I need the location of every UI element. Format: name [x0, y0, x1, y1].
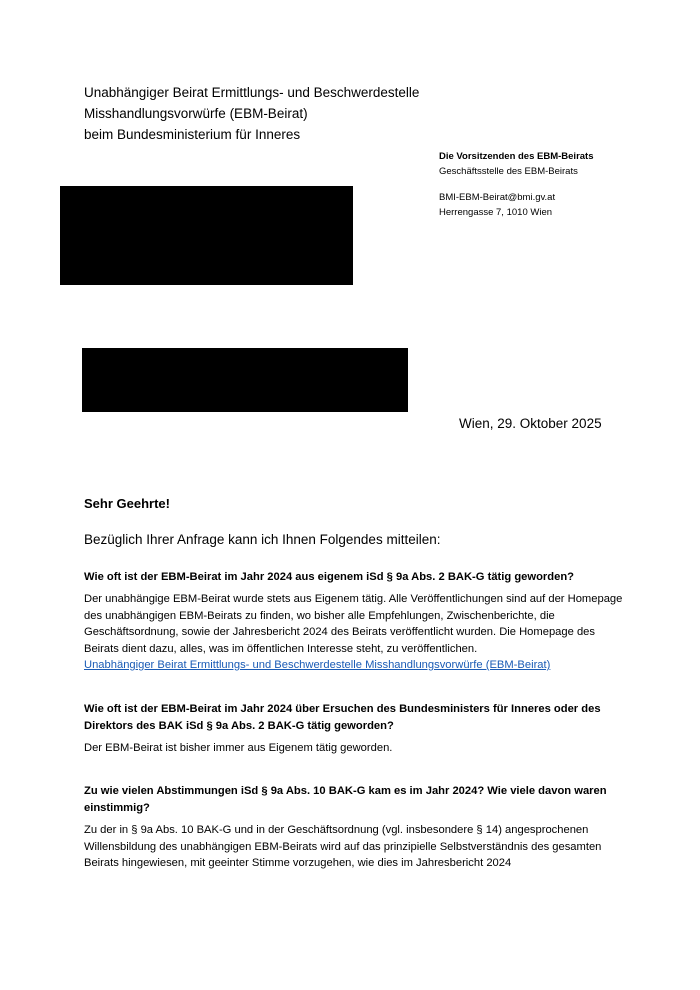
letter-date: Wien, 29. Oktober 2025 — [459, 416, 602, 431]
qa-section — [84, 701, 624, 757]
salutation: Sehr Geehrte! — [84, 496, 170, 511]
question-heading: Zu wie vielen Abstimmungen iSd § 9a Abs. 10 BAK-G kam es im Jahr 2024? Wie viele davon waren einstimmig? — [84, 785, 607, 814]
answer-text: Der EBM-Beirat ist bisher immer aus Eigenem tätig geworden. — [84, 741, 393, 754]
answer-text — [84, 591, 624, 674]
org-line: beim Bundesministerium für Inneres — [84, 127, 301, 142]
organization-header — [84, 82, 419, 145]
org-line: Unabhängiger Beirat Ermittlungs- und Beschwerdestelle — [84, 85, 420, 100]
qa-section — [84, 783, 624, 872]
homepage-link[interactable]: Unabhängiger Beirat Ermittlungs- und Beschwerdestelle Misshandlungsvorwürfe (EBM-Beirat) — [84, 659, 551, 671]
sender-block — [439, 150, 594, 220]
sender-email: BMI-EBM-Beirat@bmi.gv.at — [439, 192, 556, 203]
sender-office: Geschäftsstelle des EBM-Beirats — [439, 165, 578, 177]
question-heading: Wie oft ist der EBM-Beirat im Jahr 2024 aus eigenem iSd § 9a Abs. 2 BAK-G tätig geworden? — [84, 571, 574, 583]
intro-text: Bezüglich Ihrer Anfrage kann ich Ihnen Folgendes mitteilen: — [84, 532, 441, 547]
qa-section — [84, 569, 624, 674]
org-line: Misshandlungsvorwürfe (EBM-Beirat) — [84, 106, 308, 121]
answer-text: Zu der in § 9a Abs. 10 BAK-G und in der Geschäftsordnung (vgl. insbesondere § 14) angesprochenen Willensbildung des unabhängigen EBM-Beirats wird auf das prinzipielle Selbstverständnis des gesamten Beirats hingewiesen, mit geeinter Stimme vorzugehen, wie dies im Jahresbericht 2024 — [84, 824, 602, 869]
sender-title: Die Vorsitzenden des EBM-Beirats — [439, 151, 594, 162]
letter-body — [84, 495, 624, 899]
answer-paragraph: Der unabhängige EBM-Beirat wurde stets aus Eigenem tätig. Alle Veröffentlichungen sind auf der Homepage des unabhängigen EBM-Beirats zu finden, wo bisher alle Empfehlungen, Zwischenberichte, die Geschäftsordnung, sowie der Jahresbericht 2024 des Beirats veröffentlicht wurden. Die Homepage des Beirats dient dazu, alles, was im öffentlichen Interesse steht, zu veröffentlichen. — [84, 593, 623, 655]
redacted-reference-block — [82, 348, 408, 412]
sender-address: Herrengasse 7, 1010 Wien — [439, 206, 553, 218]
redacted-recipient-block — [60, 186, 353, 285]
question-heading: Wie oft ist der EBM-Beirat im Jahr 2024 über Ersuchen des Bundesministers für Inneres oder des Direktors des BAK iSd § 9a Abs. 2 BAK-G tätig geworden? — [84, 702, 601, 732]
